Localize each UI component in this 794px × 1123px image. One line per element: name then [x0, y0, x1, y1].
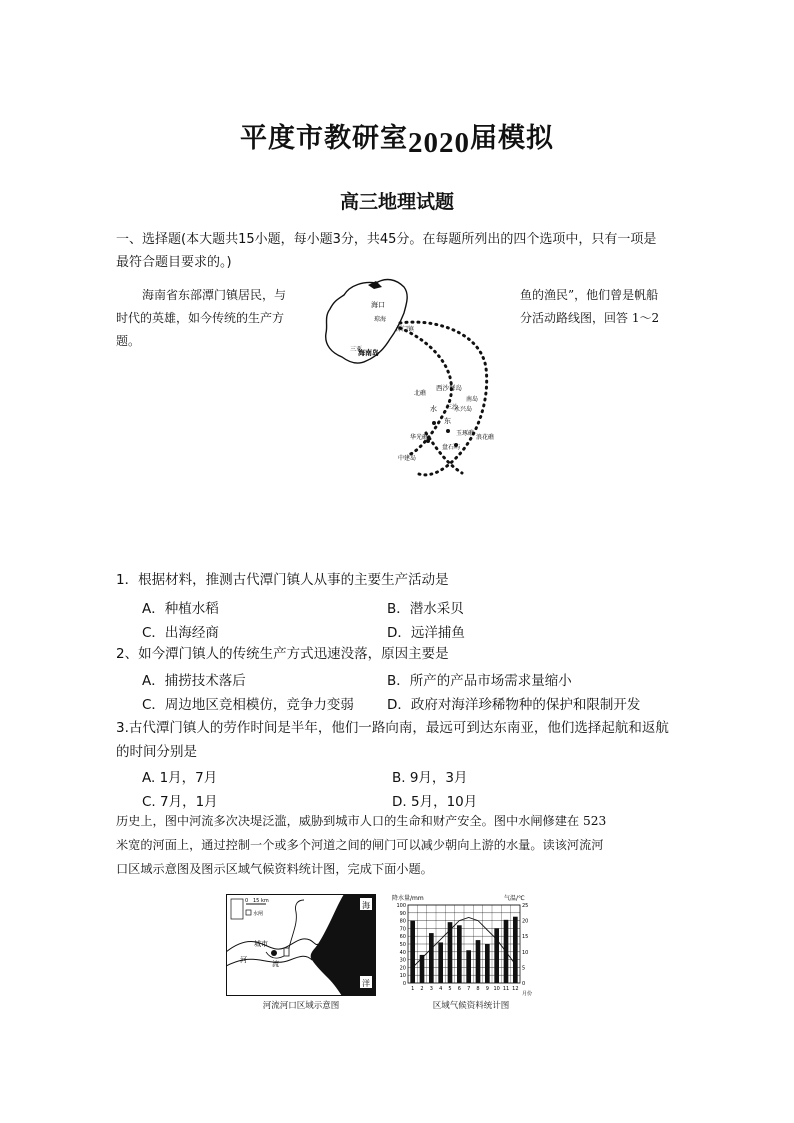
q2-option-a: A．捕捞技术落后 [142, 673, 246, 689]
passage2-line1: 历史上，图中河流多次决堤泛滥，威胁到城市人口的生命和财产安全。图中水闸修建在 523 [116, 814, 607, 828]
q3-option-a: A. 1月，7月 [142, 770, 218, 786]
climate-chart-caption: 区域气候资料统计图 [432, 1001, 510, 1011]
chart-ytick-right: 5 [522, 965, 526, 972]
route-map [316, 273, 516, 483]
q2-stem: 2、如今潭门镇人的传统生产方式迅速没落，原因主要是 [116, 646, 449, 662]
city-marker [271, 950, 277, 956]
chart-xtick: 9 [485, 986, 489, 992]
chart-xtick: 1 [411, 986, 415, 992]
chart-xtick: 6 [457, 986, 461, 992]
q1-option-a: A．种植水稻 [142, 601, 219, 617]
chart-ytick-left: 10 [399, 973, 406, 980]
q1-stem: 1．根据材料，推测古代潭门镇人从事的主要生产活动是 [116, 572, 449, 588]
map1-label-shui: 水 [430, 405, 437, 413]
map1-label-panshi: 盘石屿 [442, 444, 461, 451]
chart-ytick-left: 0 [402, 981, 406, 987]
q1-option-d: D．远洋捕鱼 [387, 625, 465, 641]
label-city: 城市 [254, 940, 268, 948]
map1-label-hainan: 海南岛 [358, 349, 379, 357]
section1-line2: 最符合题目要求的。) [116, 255, 232, 270]
chart-ytick-left: 70 [399, 926, 406, 933]
chart-ylabel-right: 气温/℃ [504, 895, 525, 902]
map1-label-sanya: 三亚 [350, 346, 363, 353]
map1-label-beijiao: 北礁 [414, 390, 427, 397]
chart-ytick-left: 20 [399, 965, 406, 972]
legend-box [231, 899, 243, 919]
chart-ytick-right: 20 [522, 918, 529, 925]
q3-option-c: C. 7月，1月 [142, 794, 218, 810]
precip-bar [457, 925, 462, 983]
page-subtitle: 高三地理试题 [339, 191, 454, 213]
passage2-line2: 米宽的河面上，通过控制一个或多个河道之间的闸门可以减少朝向上游的水量。读该河流河 [116, 838, 604, 852]
map1-label-zhongjian: 中建岛 [398, 455, 417, 462]
q2-option-c: C．周边地区竞相模仿，竞争力变弱 [142, 697, 354, 713]
chart-ytick-left: 90 [399, 910, 406, 917]
chart-xtick: 12 [512, 986, 519, 992]
label-sea2: 洋 [362, 979, 370, 988]
chart-plot-area [396, 903, 528, 992]
scale-value: 15 km [253, 898, 269, 904]
estuary-map-caption: 河流河口区域示意图 [262, 1001, 340, 1011]
map1-label-qionghai: 琼海 [374, 316, 387, 323]
q3-option-b: B. 9月，3月 [392, 770, 468, 786]
precip-bar [485, 944, 490, 983]
chart-xtick: 4 [439, 986, 443, 992]
q3-stem-line1: 3.古代潭门镇人的劳作时间是半年，他们一路向南，最远可到达东南亚，他们选择起航和返航 [116, 720, 669, 736]
chart-ytick-left: 60 [399, 934, 406, 941]
chart-x-suffix: 月份 [522, 991, 533, 997]
map1-label-haikou: 海口 [371, 301, 385, 309]
precip-bar [429, 933, 434, 983]
chart-ytick-left: 30 [399, 957, 406, 964]
chart-xtick: 3 [429, 986, 433, 992]
q3-stem-line2: 的时间分别是 [116, 744, 197, 760]
scale-zero: 0 [245, 898, 249, 904]
sluice-legend-symbol [246, 910, 251, 915]
q1-option-c: C．出海经商 [142, 625, 219, 641]
map1-label-langhua: 浪花礁 [476, 434, 495, 441]
route-south-dots [426, 433, 462, 473]
map1-label-huaguang: 华光礁 [410, 434, 429, 441]
chart-xtick: 7 [467, 986, 471, 992]
chart-ytick-right: 0 [522, 981, 526, 987]
title-year: 2020 [408, 127, 470, 159]
chart-ytick-left: 50 [399, 942, 406, 948]
q2-option-d: D．政府对海洋珍稀物种的保护和限制开发 [387, 697, 641, 713]
q3-option-d: D. 5月，10月 [392, 794, 478, 810]
passage1-line2-left: 时代的英雄，如今传统的生产方 [116, 311, 285, 325]
chart-ytick-left: 40 [399, 949, 406, 956]
passage1-line3: 题。 [116, 334, 141, 348]
precip-bar [494, 928, 499, 983]
page-title [0, 116, 794, 159]
estuary-map [226, 894, 376, 996]
map1-label-yuzhuo: 玉琢礁 [456, 430, 475, 437]
chart-xtick: 8 [476, 986, 480, 992]
chart-ytick-right: 25 [522, 903, 529, 909]
chart-ytick-left: 80 [399, 918, 406, 925]
map1-label-sansha: 三沙 [446, 404, 459, 411]
passage1-line2-right: 分活动路线图，回答 1～2 [520, 311, 660, 325]
chart-xtick: 2 [420, 986, 424, 992]
precip-bar [438, 942, 443, 983]
q1-option-b: B．潜水采贝 [387, 601, 464, 617]
precip-bar [410, 921, 415, 983]
label-river1: 河 [240, 956, 247, 964]
chart-ylabel-left: 降水量/mm [392, 895, 424, 902]
island-dot [432, 421, 436, 425]
label-sea1: 海 [362, 901, 370, 910]
precip-bar [513, 917, 518, 983]
q2-option-b: B．所产的产品市场需求量缩小 [387, 673, 572, 689]
island-dot [446, 429, 450, 433]
chart-xtick: 10 [493, 986, 500, 992]
sluice-legend-label: 水闸 [253, 911, 264, 917]
map1-label-dong: 东 [444, 417, 451, 425]
sluice-marker [284, 948, 289, 956]
section1-line1: 一、选择题(本大题共15小题，每小题3分，共45分。在每题所列出的四个选项中，只有一项是 [116, 232, 657, 247]
title-suffix: 届模拟 [470, 123, 554, 154]
chart-ytick-left: 100 [396, 903, 406, 909]
map1-label-nandao: 南岛 [466, 396, 479, 403]
precip-bar [476, 940, 481, 983]
passage1-line1-left: 海南省东部潭门镇居民，与 [142, 288, 287, 302]
chart-ytick-right: 10 [522, 949, 529, 956]
chart-ytick-right: 15 [522, 934, 529, 941]
climate-chart [390, 891, 552, 999]
map1-label-tanmen: 潭门镇 [396, 326, 415, 333]
label-river2: 流 [272, 960, 279, 968]
map1-label-xisha: 西沙群岛 [436, 384, 462, 392]
map1-label-yongxing: 永兴岛 [454, 406, 473, 413]
passage1-line1-right: 鱼的渔民”，他们曾是帆船 [520, 288, 659, 302]
title-prefix: 平度市教研室 [240, 123, 408, 154]
precip-bar [466, 950, 471, 983]
passage2-line3: 口区域示意图及图示区域气候资料统计图，完成下面小题。 [116, 862, 433, 876]
chart-xtick: 11 [502, 986, 510, 992]
chart-xtick: 5 [448, 986, 452, 992]
